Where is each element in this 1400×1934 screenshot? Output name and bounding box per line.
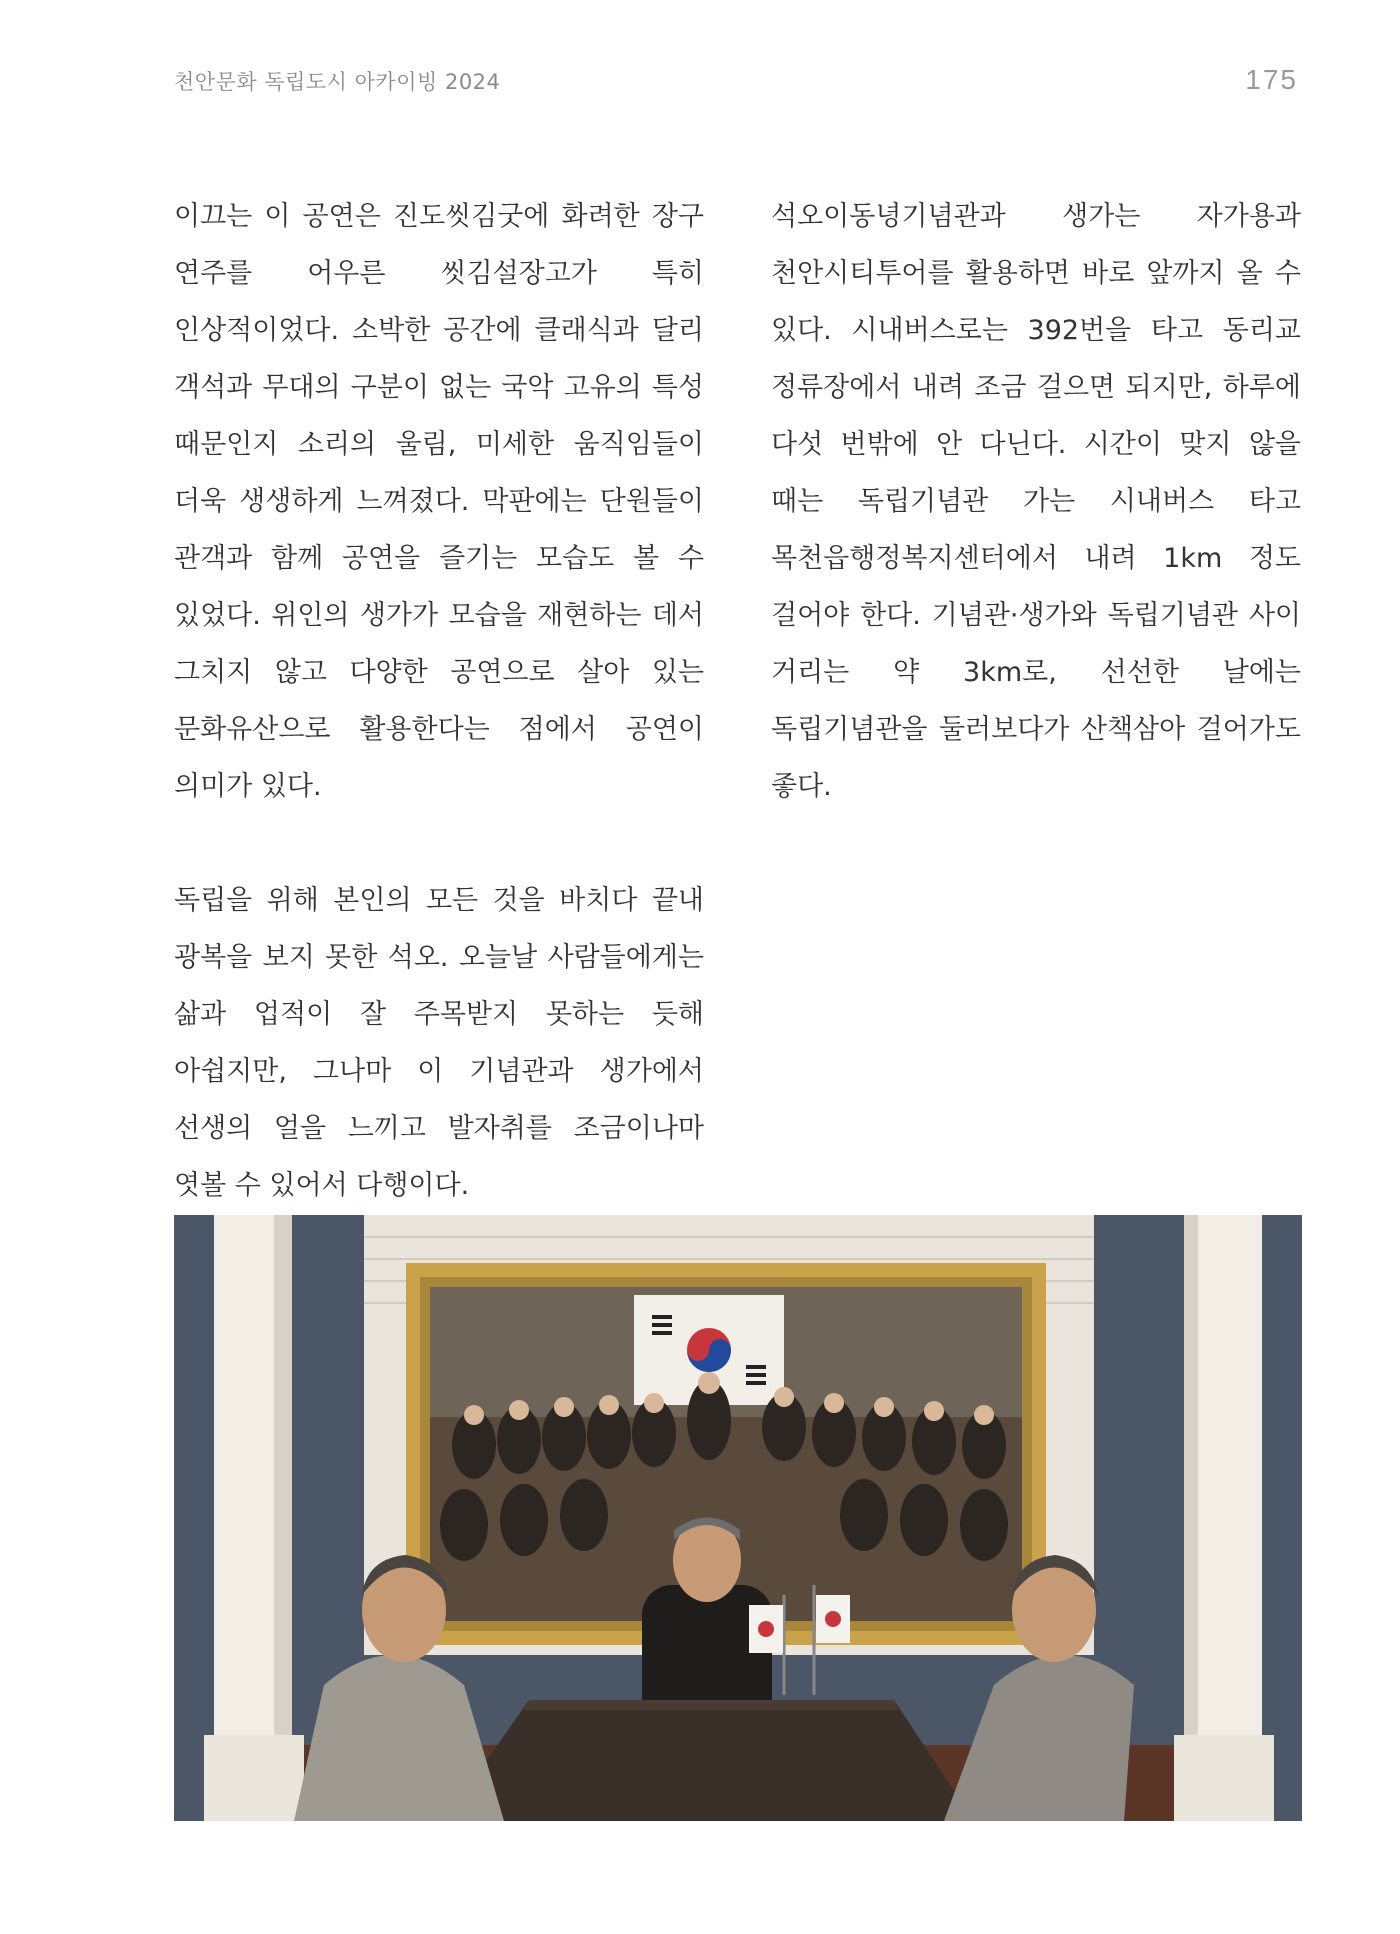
exhibit-photo: [174, 1215, 1302, 1821]
exhibit-photo-illustration: [174, 1215, 1302, 1821]
body-paragraph: 독립을 위해 본인의 모든 것을 바치다 끝내 광복을 보지 못한 석오. 오늘날 사람들에게는 삶과 업적이 잘 주목받지 못하는 듯해 아쉽지만, 그나마 이 기념관과 생가에서 선생의 얼을 느끼고 발자취를 조금이나마 엿볼 수 있어서 다행이다.: [174, 885, 704, 1201]
left-text-column: [174, 188, 704, 1214]
right-text-column: [771, 188, 1301, 815]
body-paragraph: 석오이동녕기념관과 생가는 자가용과 천안시티투어를 활용하면 바로 앞까지 올 수 있다. 시내버스로는 392번을 타고 동리교 정류장에서 내려 조금 걸으면 되지만, 하루에 다섯 번밖에 안 다닌다. 시간이 맞지 않을 때는 독립기념관 가는 시내버스 타고 목천읍행정복지센터에서 내려 1km 정도 걸어야 한다. 기념관·생가와 독립기념관 사이 거리는 약 3km로, 선선한 날에는 독립기념관을 둘러보다가 산책삼아 걸어가도 좋다.: [771, 201, 1301, 802]
page-number: 175: [1245, 64, 1298, 95]
running-header: 천안문화 독립도시 아카이빙 2024: [174, 70, 501, 94]
body-paragraph: 이끄는 이 공연은 진도씻김굿에 화려한 장구 연주를 어우른 씻김설장고가 특히 인상적이었다. 소박한 공간에 클래식과 달리 객석과 무대의 구분이 없는 국악 고유의 특성 때문인지 소리의 울림, 미세한 움직임들이 더욱 생생하게 느껴졌다. 막판에는 단원들이 관객과 함께 공연을 즐기는 모습도 볼 수 있었다. 위인의 생가가 모습을 재현하는 데서 그치지 않고 다양한 공연으로 살아 있는 문화유산으로 활용한다는 점에서 공연이 의미가 있다.: [174, 201, 704, 802]
